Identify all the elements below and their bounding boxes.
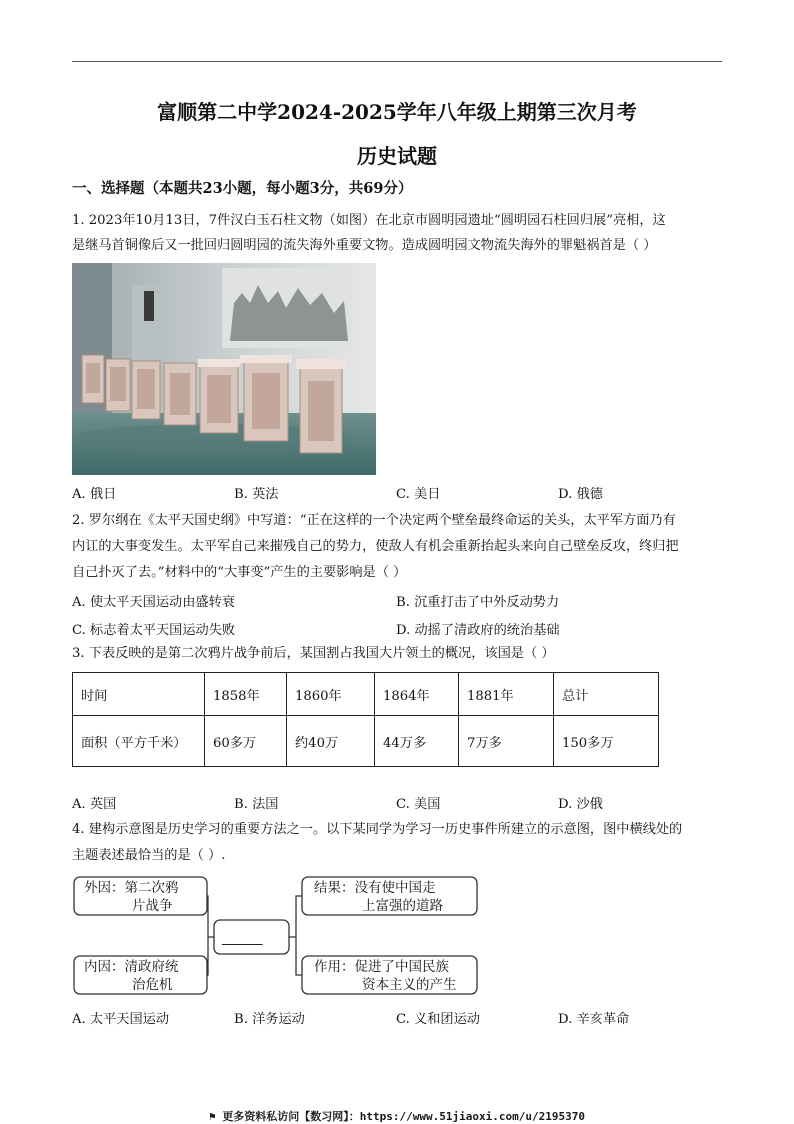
diagram-text: 治危机 bbox=[132, 977, 173, 993]
exam-subtitle: 历史试题 bbox=[357, 144, 437, 168]
q2-option-a: A. 使太平天国运动由盛转衰 bbox=[72, 595, 235, 610]
table-cell: 7万多 bbox=[459, 716, 554, 767]
table-cell: 1864年 bbox=[375, 673, 459, 716]
exam-title: 富顺第二中学2024-2025学年八年级上期第三次月考 bbox=[157, 100, 637, 124]
q2-option-b: B. 沉重打击了中外反动势力 bbox=[396, 595, 560, 610]
table-cell: 1858年 bbox=[205, 673, 287, 716]
q1-line-2: 是继马首铜像后又一批回归圆明园的流失海外重要文物。造成圆明园文物流失海外的罪魁祸首是（ ） bbox=[72, 238, 657, 253]
diagram-text: 内因：清政府统 bbox=[84, 959, 179, 975]
q2-line-1: 2. 罗尔纲在《太平天国史纲》中写道：“正在这样的一个决定两个壁垒最终命运的关头，太平军方面乃有 bbox=[72, 513, 676, 528]
q4-option-a: A. 太平天国运动 bbox=[72, 1012, 170, 1027]
q3-line-1: 3. 下表反映的是第二次鸦片战争前后，某国割占我国大片领土的概况，该国是（ ） bbox=[72, 646, 555, 661]
q2-option-d: D. 动摇了清政府的统治基础 bbox=[396, 623, 560, 638]
q1-option-c: C. 美日 bbox=[396, 487, 441, 502]
q3-option-b: B. 法国 bbox=[234, 797, 279, 812]
footer-text: 更多资料私访问【数习网】：https://www.51jiaoxi.com/u/2195370 bbox=[222, 1110, 585, 1123]
table-cell: 约40万 bbox=[287, 716, 375, 767]
table-row bbox=[73, 716, 659, 767]
q4-option-c: C. 义和团运动 bbox=[396, 1012, 480, 1027]
q4-option-b: B. 洋务运动 bbox=[234, 1012, 305, 1027]
footer-link[interactable] bbox=[0, 1108, 794, 1124]
table-cell: 150多万 bbox=[554, 716, 659, 767]
q4-option-d: D. 辛亥革命 bbox=[558, 1012, 630, 1027]
territory-table bbox=[72, 672, 659, 767]
q4-line-1: 4. 建构示意图是历史学习的重要方法之一。以下某同学为学习一历史事件所建立的示意图，图中横线处的 bbox=[72, 822, 683, 837]
q3-option-d: D. 沙俄 bbox=[558, 797, 603, 812]
flag-icon: ⚑ bbox=[209, 1110, 223, 1123]
q3-option-a: A. 英国 bbox=[72, 797, 117, 812]
q1-line-1: 1. 2023年10月13日，7件汉白玉石柱文物（如图）在北京市圆明园遗址“圆明园石柱回归展”亮相，这 bbox=[72, 213, 666, 228]
concept-diagram bbox=[72, 872, 492, 1002]
section-heading: 一、选择题（本题共23小题，每小题3分，共69分） bbox=[72, 180, 413, 197]
table-cell: 1881年 bbox=[459, 673, 554, 716]
q3-option-c: C. 美国 bbox=[396, 797, 441, 812]
q2-line-2: 内讧的大事变发生。太平军自己来摧残自己的势力，使敌人有机会重新抬起头来向自己壁垒反攻，终归把 bbox=[72, 539, 679, 554]
table-row bbox=[73, 673, 659, 716]
table-cell: 60多万 bbox=[205, 716, 287, 767]
q2-line-3: 自己扑灭了去。”材料中的“大事变”产生的主要影响是（ ） bbox=[72, 565, 407, 580]
q4-line-2: 主题表述最恰当的是（ ）. bbox=[72, 848, 226, 863]
diagram-blank: ______ bbox=[222, 930, 263, 946]
diagram-text: 资本主义的产生 bbox=[362, 977, 457, 993]
diagram-connector-left bbox=[207, 896, 214, 975]
q1-option-d: D. 俄德 bbox=[558, 487, 603, 502]
diagram-text: 外因：第二次鸦 bbox=[84, 880, 179, 896]
diagram-text: 结果：没有使中国走 bbox=[314, 880, 436, 896]
diagram-text: 作用：促进了中国民族 bbox=[314, 959, 449, 975]
q2-option-c: C. 标志着太平天国运动失败 bbox=[72, 623, 236, 638]
table-cell: 1860年 bbox=[287, 673, 375, 716]
table-cell: 44万多 bbox=[375, 716, 459, 767]
table-cell: 总计 bbox=[554, 673, 659, 716]
stone-pillars-photo bbox=[72, 263, 376, 475]
diagram-connector-right bbox=[289, 896, 302, 975]
header-rule bbox=[72, 61, 722, 62]
q1-option-b: B. 英法 bbox=[234, 487, 279, 502]
table-cell: 时间 bbox=[73, 673, 205, 716]
diagram-text: 上富强的道路 bbox=[362, 898, 443, 914]
diagram-text: 片战争 bbox=[132, 898, 173, 914]
table-cell: 面积（平方千米） bbox=[73, 716, 205, 767]
q1-option-a: A. 俄日 bbox=[72, 487, 117, 502]
